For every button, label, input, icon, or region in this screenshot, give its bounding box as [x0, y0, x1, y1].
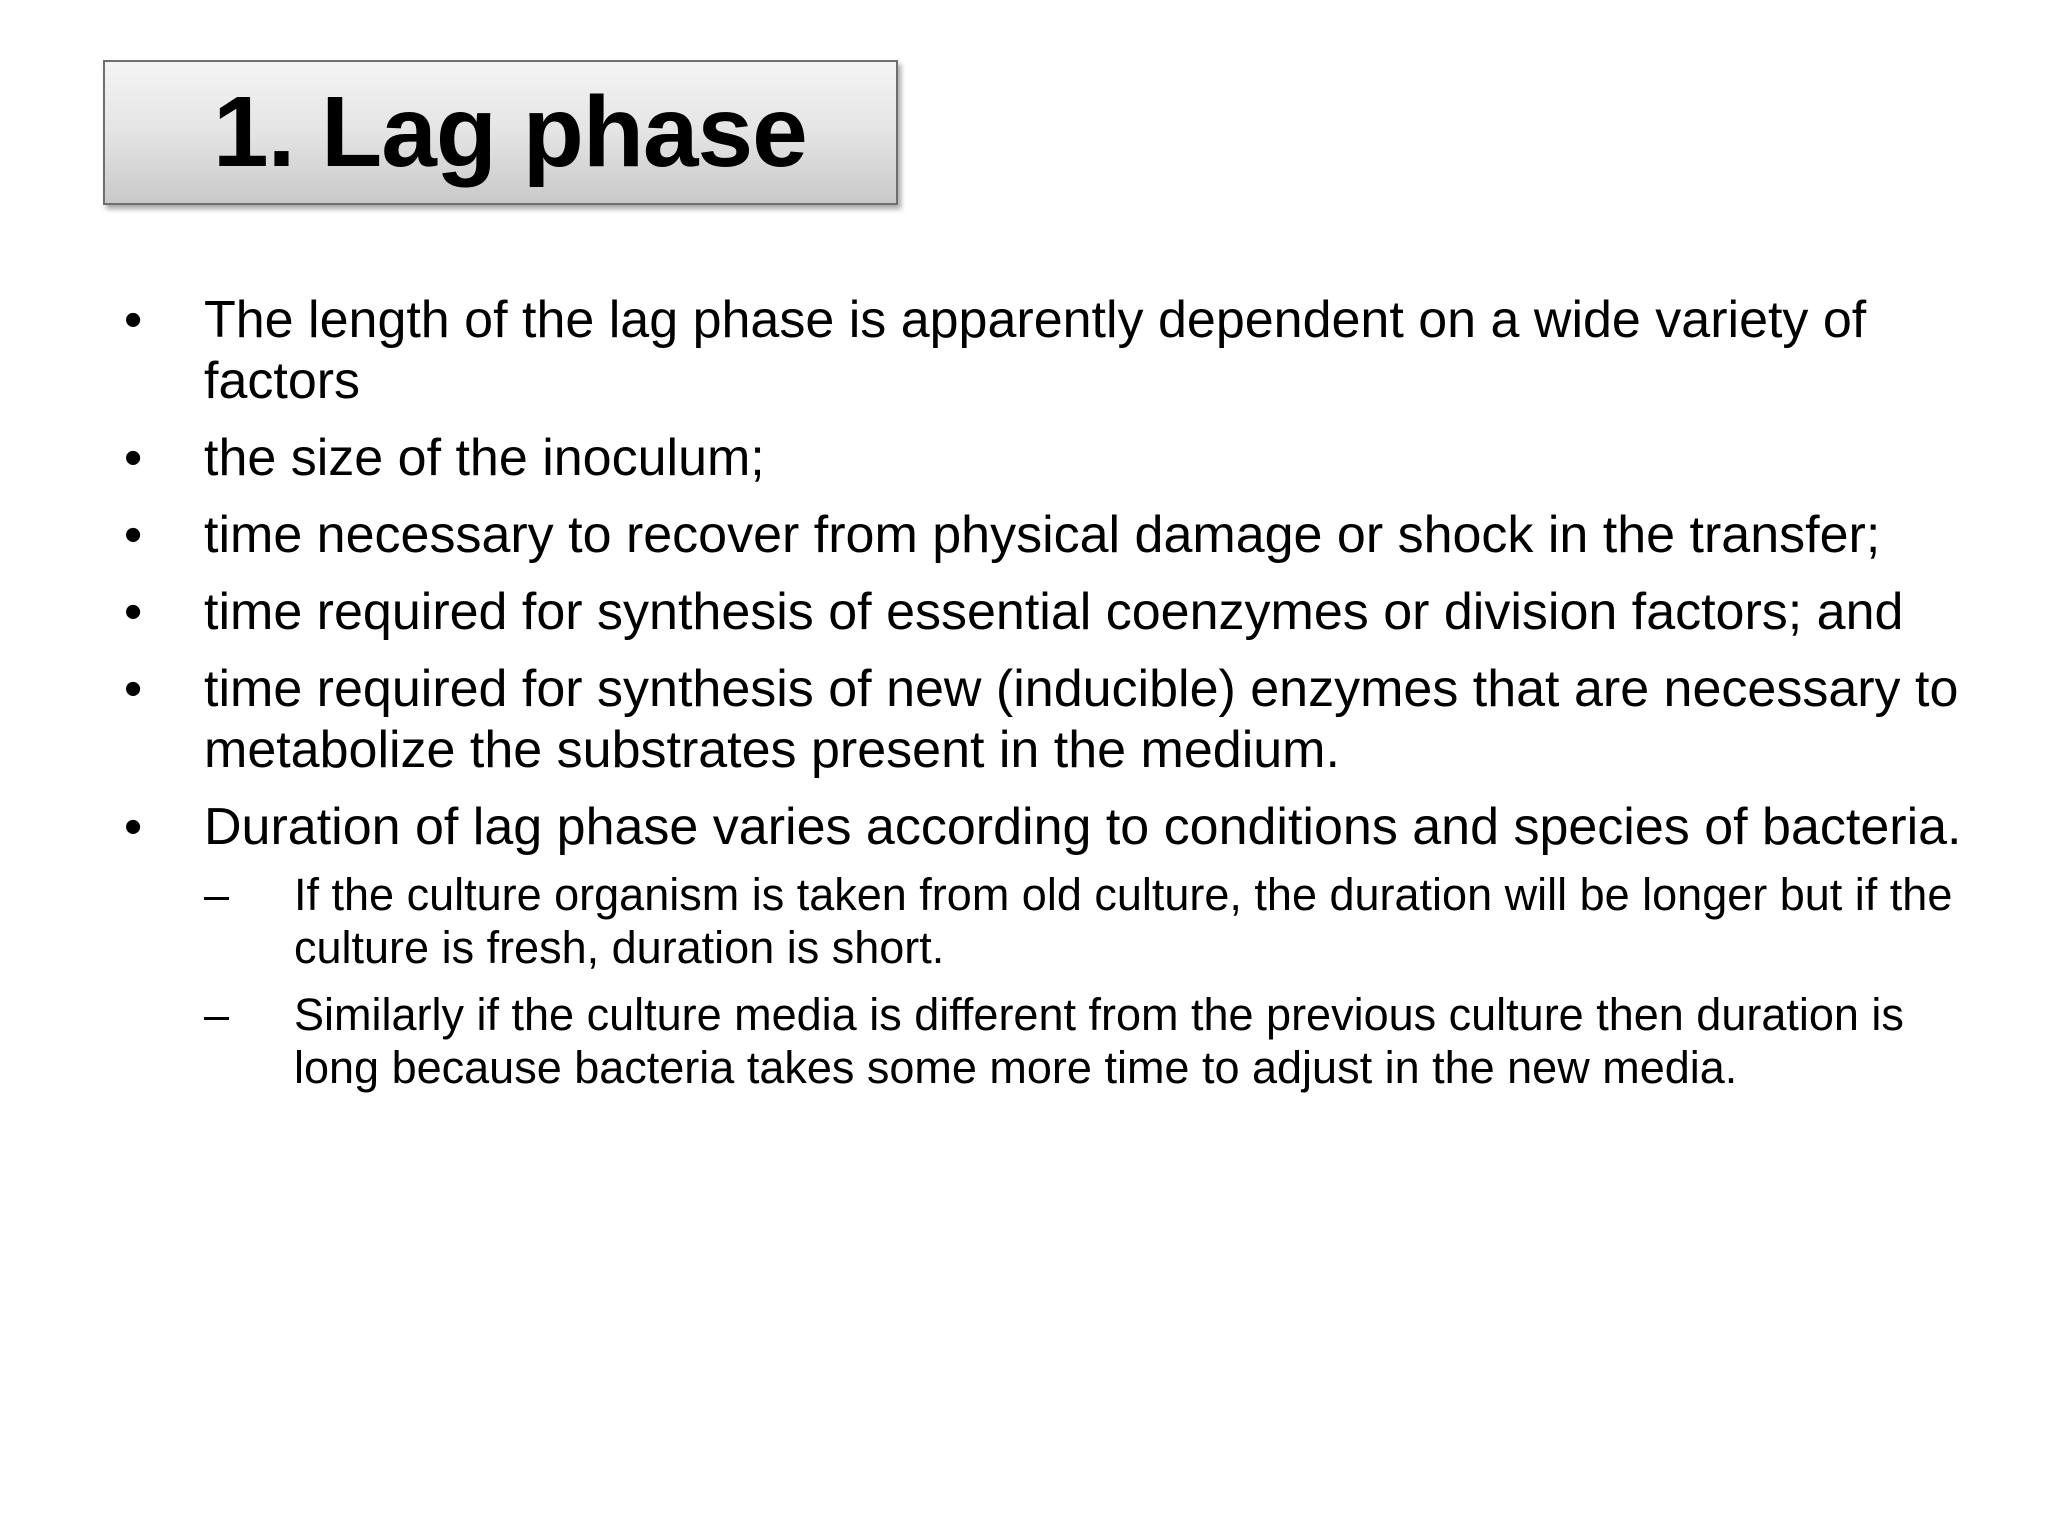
- bullet-marker: •: [124, 798, 143, 856]
- sub-bullet-list: [204, 868, 1968, 1094]
- bullet-text: Duration of lag phase varies according to conditions and species of bacteria.: [204, 798, 1962, 856]
- bullet-item: [118, 582, 1968, 643]
- bullet-list: [118, 290, 1968, 1094]
- title-box: [103, 60, 898, 205]
- sub-bullet-item: [204, 868, 1968, 974]
- bullet-marker: •: [124, 429, 143, 487]
- bullet-text: time required for synthesis of essential coenzymes or division factors; and: [204, 583, 1904, 641]
- sub-bullet-text: If the culture organism is taken from old culture, the duration will be longer but if the culture is fresh, duration is short.: [294, 869, 1953, 973]
- bullet-text: The length of the lag phase is apparently dependent on a wide variety of factors: [204, 291, 1867, 410]
- bullet-marker: •: [124, 506, 143, 564]
- bullet-marker: •: [124, 291, 143, 349]
- sub-bullet-item: [204, 988, 1968, 1094]
- bullet-marker: •: [124, 583, 143, 641]
- bullet-text: the size of the inoculum;: [204, 429, 765, 487]
- sub-bullet-marker: –: [204, 989, 230, 1040]
- sub-bullet-marker: –: [204, 869, 230, 920]
- bullet-item: [118, 428, 1968, 489]
- bullet-text: time required for synthesis of new (inducible) enzymes that are necessary to metabolize the substrates present in the medium.: [204, 660, 1959, 779]
- bullet-text: time necessary to recover from physical damage or shock in the transfer;: [204, 506, 1881, 564]
- slide-title: 1. Lag phase: [213, 76, 807, 188]
- bullet-marker: •: [124, 660, 143, 718]
- bullet-item: [118, 290, 1968, 412]
- bullet-item: [118, 659, 1968, 781]
- bullet-item: [118, 505, 1968, 566]
- bullet-item: [118, 797, 1968, 1094]
- slide-body: [118, 290, 1968, 1110]
- sub-bullet-text: Similarly if the culture media is different from the previous culture then duration is long because bacteria takes some more time to adjust in the new media.: [294, 989, 1904, 1093]
